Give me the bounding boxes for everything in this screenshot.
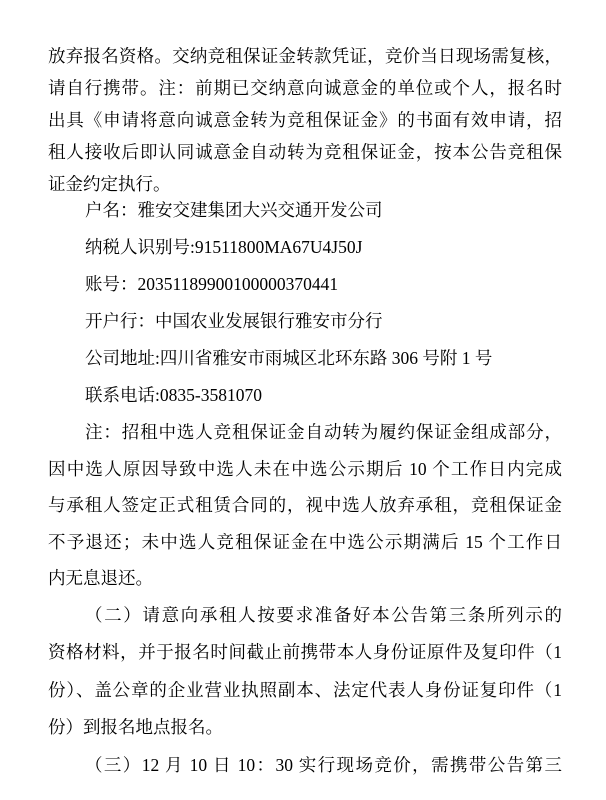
doc-line: 注：招租中选人竞租保证金自动转为履约保证金组成部分， [85,422,562,442]
paragraph-item-three [48,747,562,783]
doc-line: 份）、盖公章的企业营业执照副本、法定代表人身份证复印件（1 [48,679,562,700]
doc-line: 与承租人签定正式租赁合同的，视中选人放弃承租，竞租保证金 [48,495,562,515]
doc-line: 放弃报名资格。交纳竞租保证金转款凭证，竞价当日现场需复核， [48,46,562,66]
doc-line: （二）请意向承租人按要求准备好本公告第三条所列示的 [85,604,562,625]
doc-line: 证金约定执行。 [48,174,171,194]
doc-line: 因中选人原因导致中选人未在中选公示期后 10 个工作日内完成 [48,458,562,479]
doc-line: 租人接收后即认同诚意金自动转为竞租保证金，按本公告竞租保 [48,142,562,162]
bank-branch-line: 开户行：中国农业发展银行雅安市分行 [85,311,383,331]
account-number-line: 账号：20351189900100000370441 [85,274,339,294]
doc-line: 不予退还；未中选人竞租保证金在中选公示期满后 15 个工作日 [48,531,562,552]
doc-line: 份）到报名地点报名。 [48,717,223,737]
paragraph-item-two [48,597,562,747]
doc-line: 资格材料，并于报名时间截止前携带本人身份证原件及复印件（1 [48,642,562,662]
doc-line: 请自行携带。注：前期已交纳意向诚意金的单位或个人，报名时 [48,78,562,98]
company-address-line: 公司地址:四川省雅安市雨城区北环东路 306 号附 1 号 [85,348,493,368]
bank-account-info [48,192,562,414]
paragraph-deposit-note [48,414,562,597]
paragraph-deposit-instructions [48,40,562,200]
doc-line: 出具《申请将意向诚意金转为竞租保证金》的书面有效申请，招 [48,110,562,130]
doc-line: 内无息退还。 [48,568,153,588]
taxpayer-id-line: 纳税人识别号:91511800MA67U4J50J [85,237,363,257]
doc-line: （三）12 月 10 日 10：30 实行现场竞价，需携带公告第三 [85,754,562,775]
contact-phone-line: 联系电话:0835-3581070 [85,385,262,405]
account-name-line: 户名：雅安交建集团大兴交通开发公司 [85,200,383,220]
